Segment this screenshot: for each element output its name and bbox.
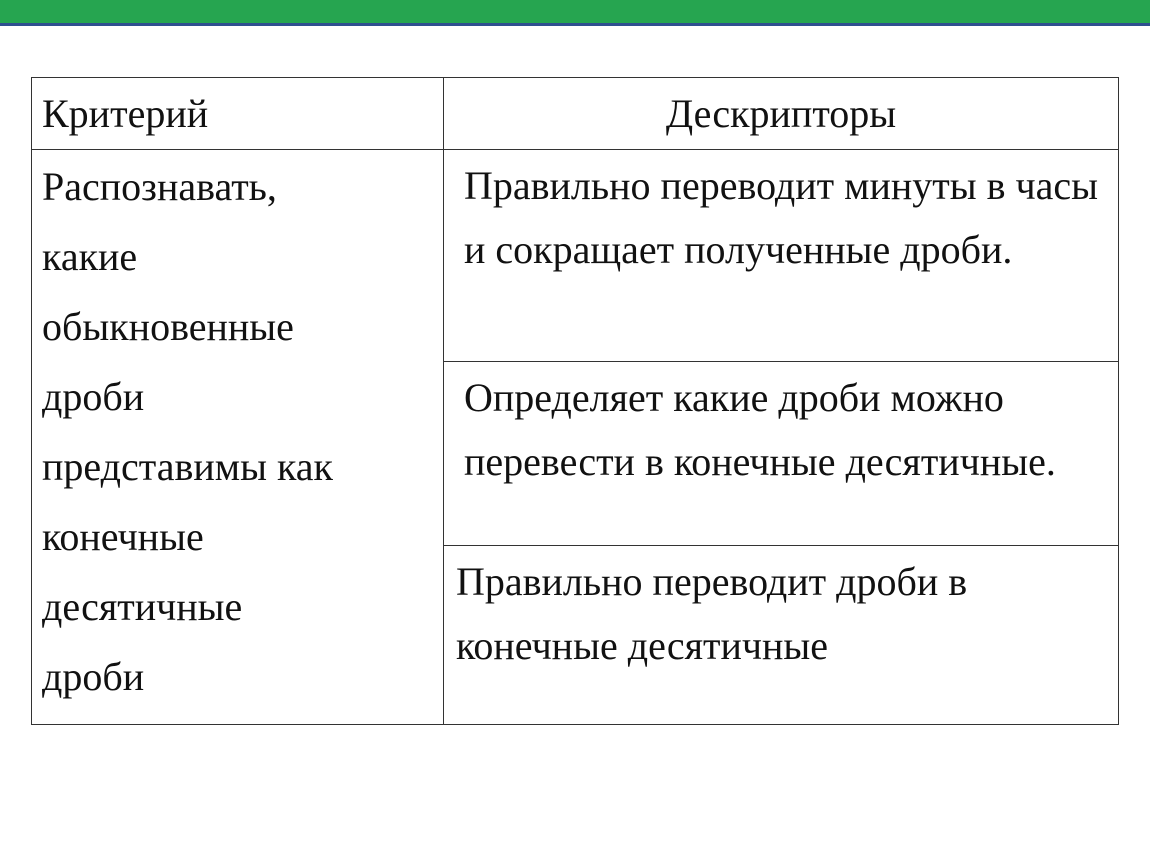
- table-header-row: [32, 78, 1119, 150]
- top-accent-bar: [0, 0, 1150, 26]
- header-criterion: Критерий: [32, 78, 444, 150]
- criteria-table-container: [31, 77, 1119, 725]
- descriptor-cell-3: Правильно переводит дроби в конечные десятичные: [444, 546, 1119, 725]
- criteria-table: [31, 77, 1119, 725]
- descriptor-cell-2: Определяет какие дроби можно перевести в конечные десятичные.: [444, 362, 1119, 546]
- header-descriptors: Дескрипторы: [444, 78, 1119, 150]
- table-row: [32, 150, 1119, 362]
- descriptor-cell-1: Правильно переводит минуты в часы и сокращает полученные дроби.: [444, 150, 1119, 362]
- criterion-cell: Распознавать, какие обыкновенные дроби представимы как конечные десятичные дроби: [32, 150, 444, 725]
